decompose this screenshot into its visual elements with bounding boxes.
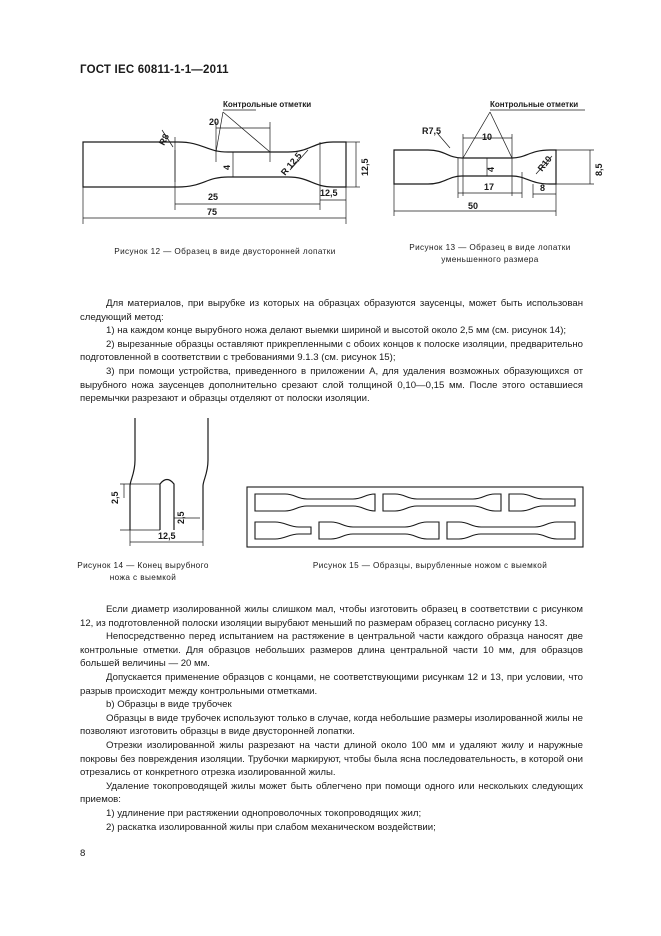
fig13-radius-10: R10 bbox=[535, 154, 554, 174]
figure-13-caption-line1: Рисунок 13 — Образец в виде лопатки bbox=[409, 243, 571, 252]
specimen-paragraphs bbox=[80, 603, 583, 834]
methods-paragraphs bbox=[80, 297, 583, 406]
figure-13-caption bbox=[390, 242, 590, 266]
document-header: ГОСТ IEC 60811-1-1—2011 bbox=[80, 64, 229, 76]
paragraph-step-3: 3) при помощи устройства, приведенного в приложении А, для удаления возможных образующихся от вырубного ножа заусенцев дополнительно срезают слой толщиной 0,10—0,15 мм. После этого оставшиеся перемычки разрезают и образцы отделяют от полоски изоляции. bbox=[80, 365, 583, 405]
paragraph-step-2: 2) вырезанные образцы оставляют прикрепленными с обоих концов к полоске изоляции, предварительно подготовленной в соответствии с требованиями 9.1.3 (см. рисунок 15); bbox=[80, 338, 583, 364]
fig12-marks-label: Контрольные отметки bbox=[223, 100, 312, 109]
figure-15-drawing bbox=[245, 484, 585, 550]
figure-12-drawing bbox=[78, 92, 378, 232]
paragraph-conductor-removal: Удаление токопроводящей жилы может быть облегчено при помощи одного или нескольких следующих приемов: bbox=[80, 780, 583, 806]
fig14-dim-2-5-height: 2,5 bbox=[110, 491, 120, 504]
fig12-dim-75: 75 bbox=[207, 207, 218, 217]
paragraph-other-ends: Допускается применение образцов с концами, не соответствующими рисункам 12 и 13, при условии, что разрыв происходит между контрольными отметками. bbox=[80, 671, 583, 697]
paragraph-tube-heading: b) Образцы в виде трубочек bbox=[106, 699, 232, 711]
fig12-dim-12-5-bottom: 12,5 bbox=[320, 188, 338, 198]
paragraph-step-1: 1) на каждом конце вырубного ножа делают выемки шириной и высотой около 2,5 мм (см. рисунок 14); bbox=[106, 325, 567, 337]
figure-14-caption bbox=[48, 560, 238, 584]
paragraph-removal-step-2: 2) раскатка изолированной жилы при слабом механическом воздействии; bbox=[106, 821, 436, 833]
figure-15-caption: Рисунок 15 — Образцы, вырубленные ножом с выемкой bbox=[312, 561, 548, 570]
fig12-dim-4: 4 bbox=[222, 164, 232, 170]
fig13-dim-8-5: 8,5 bbox=[594, 163, 604, 176]
fig12-dim-12-5-side: 12,5 bbox=[360, 158, 370, 176]
fig13-dim-17: 17 bbox=[484, 182, 495, 192]
figure-13-caption-line2: уменьшенного размера bbox=[441, 255, 539, 264]
fig13-dim-10: 10 bbox=[482, 132, 493, 142]
figure-14-caption-line1: Рисунок 14 — Конец вырубного bbox=[77, 561, 209, 570]
figure-14-caption-line2: ножа с выемкой bbox=[109, 573, 177, 582]
paragraph-removal-step-1: 1) удлинение при растяжении однопроволочных токопроводящих жил; bbox=[106, 807, 422, 819]
paragraph-small-diameter: Если диаметр изолированной жилы слишком мал, чтобы изготовить образец в соответствии с рисунком 12, из подготовленной полоски изоляции вырубают меньший по размерам образец согласно рисунку 13. bbox=[80, 604, 583, 629]
figure-12-caption: Рисунок 12 — Образец в виде двусторонней лопатки bbox=[114, 247, 336, 256]
paragraph-intro: Для материалов, при вырубке из которых на образцах образуются заусенцы, может быть использован следующий метод: bbox=[80, 298, 583, 323]
fig13-dim-4: 4 bbox=[486, 166, 496, 172]
fig13-marks-label: Контрольные отметки bbox=[490, 100, 579, 109]
paragraph-tube-cutting: Отрезки изолированной жилы разрезают на части длиной около 100 мм и удаляют жилу и наружные покровы без повреждения изоляции. Трубочки маркируют, чтобы была ясна последовательность, в которой они отрезались от конкретного отрезка изолированной жилы. bbox=[80, 739, 583, 779]
page-number: 8 bbox=[80, 848, 86, 859]
fig14-dim-12-5: 12,5 bbox=[158, 531, 176, 541]
fig14-dim-2-5-width: 2,5 bbox=[176, 511, 186, 524]
figure-14-drawing bbox=[100, 418, 230, 550]
fig12-radius-12-5: R 12,5 bbox=[278, 150, 304, 178]
fig12-dim-20: 20 bbox=[209, 117, 220, 127]
paragraph-tube-usage: Образцы в виде трубочек используют только в случае, когда небольшие размеры изолированной жилы не позволяют изготовить образцы в виде двусторонней лопатки. bbox=[80, 712, 583, 738]
fig12-radius-8: R8 bbox=[156, 132, 172, 147]
fig13-dim-50: 50 bbox=[468, 201, 479, 211]
paragraph-control-marks: Непосредственно перед испытанием на растяжение в центральной части каждого образца наносят две контрольные отметки. Для образцов небольших размеров длина центральной части 10 мм, для образцов большей величины — 20 мм. bbox=[80, 631, 583, 670]
fig12-dim-25: 25 bbox=[208, 192, 219, 202]
figure-13-drawing bbox=[390, 94, 630, 224]
fig13-dim-8: 8 bbox=[540, 183, 546, 193]
fig13-radius-7-5: R7,5 bbox=[422, 126, 442, 136]
